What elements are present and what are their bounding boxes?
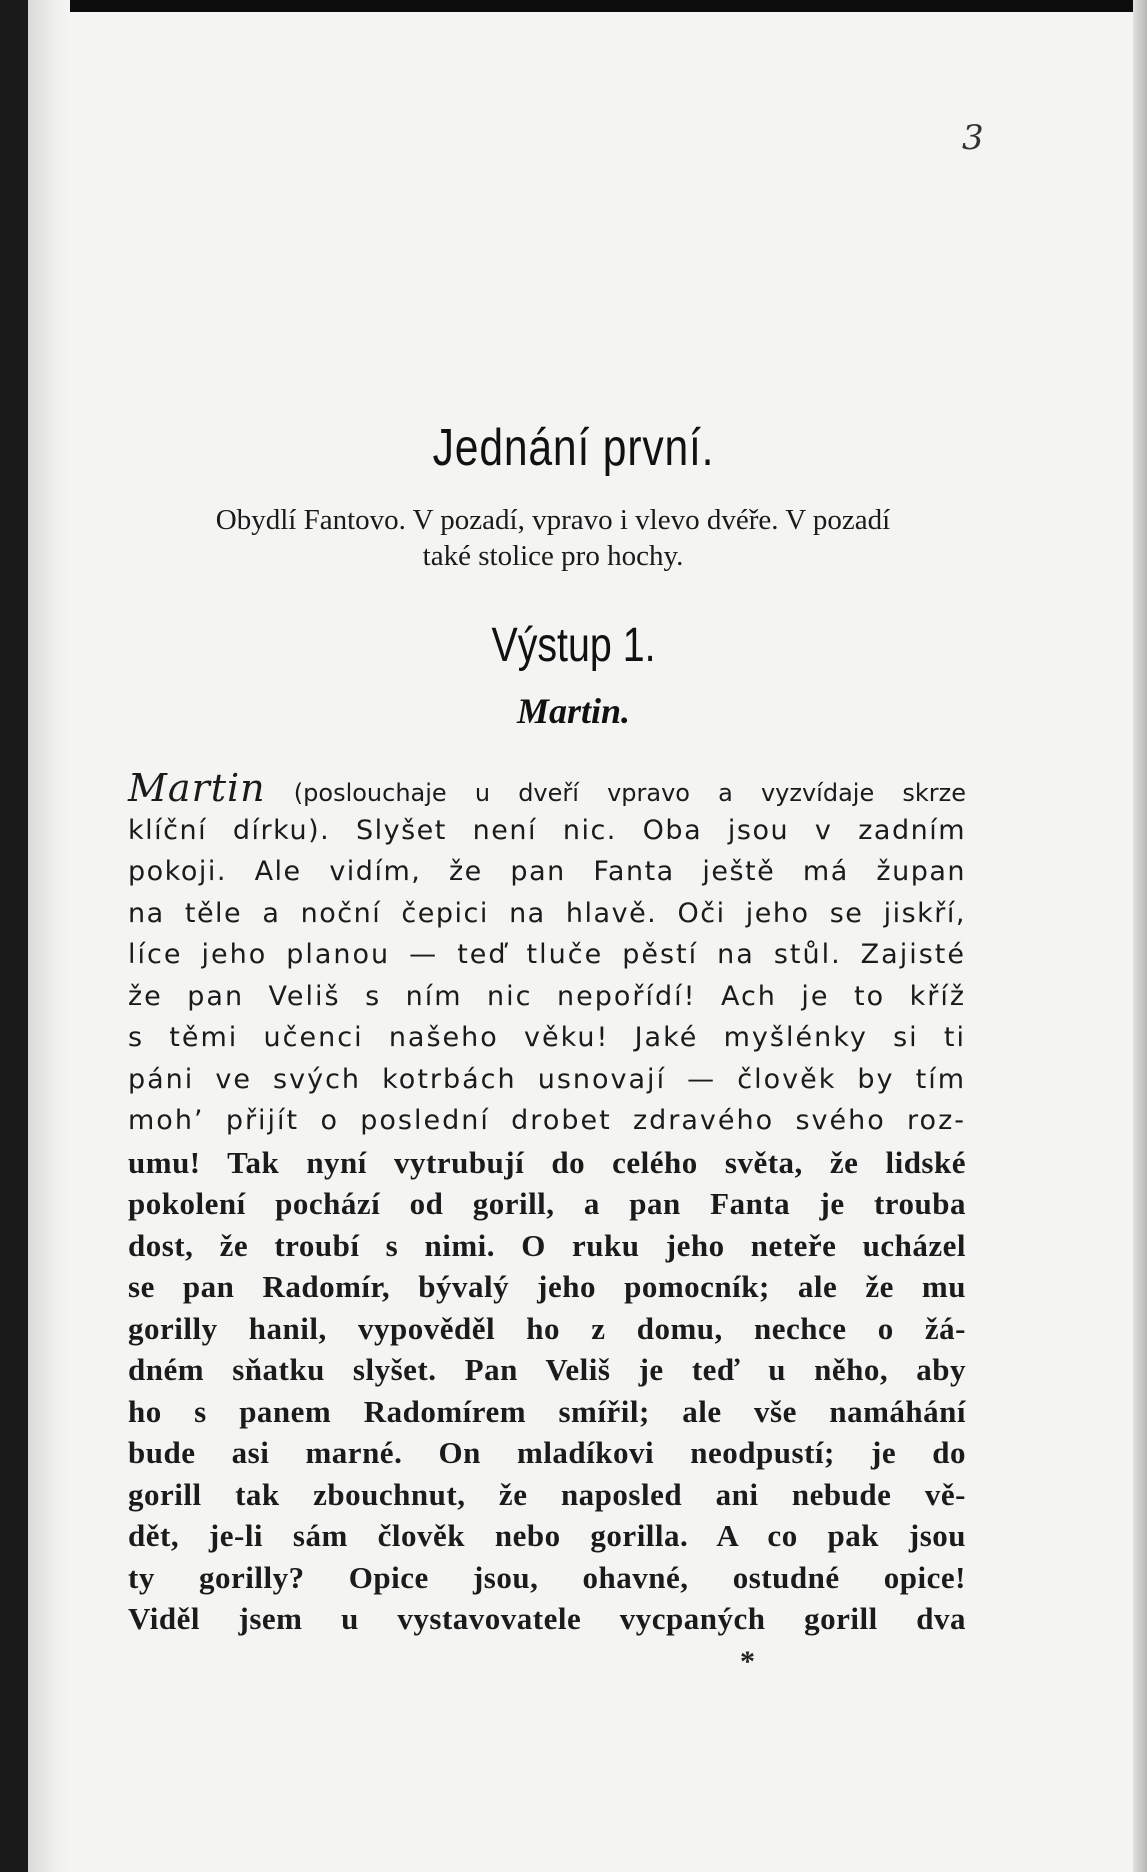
text-line: páni ve svých kotrbách usnovají — člověk by tím (128, 1063, 966, 1095)
text-line (128, 768, 966, 810)
speech-text (128, 768, 966, 1640)
text-line: pokoji. Ale vidím, že pan Fanta ještě má župan (128, 856, 966, 887)
stage-direction-line: také stolice pro hochy. (422, 540, 684, 572)
signature-mark: * (740, 1645, 755, 1678)
text-line: že pan Veliš s ním nic nepořídí! Ach je to kříž (128, 980, 966, 1012)
speaker-name: Martin (128, 766, 266, 810)
text-line: dost, že troubí s nimi. O ruku jeho neteře ucházel (128, 1227, 966, 1263)
scan-right-edge (1133, 0, 1147, 1872)
text-line: se pan Radomír, bývalý jeho pomocník; ale že mu (128, 1269, 966, 1304)
text-line: Viděl jsem u vystavovatele vycpaných gorill dva (128, 1601, 966, 1636)
text-line: bude asi marné. On mladíkovi neodpustí; je do (128, 1435, 966, 1470)
act-title: Jednání první. (432, 419, 715, 477)
stage-direction (128, 502, 978, 574)
scene-characters: Martin. (516, 691, 631, 731)
text-line: klíční dírku). Slyšet není nic. Oba jsou v zadním (128, 814, 966, 846)
text-line: pokolení pochází od gorill, a pan Fanta je trouba (128, 1186, 966, 1221)
page-fold-shadow (28, 0, 70, 1872)
scan-binding-edge (0, 0, 28, 1872)
text-line: dět, je-li sám člověk nebo gorilla. A co pak jsou (128, 1518, 966, 1553)
text-line: na těle a noční čepici na hlavě. Oči jeho se jiskří, (128, 897, 966, 929)
text-line: moh’ přijít o poslední drobet zdravého svého roz- (128, 1105, 966, 1136)
stage-direction-line: Obydlí Fantovo. V pozadí, vpravo i vlevo dvéře. V pozadí (215, 504, 891, 536)
text-line: líce jeho planou — teď tluče pěstí na stůl. Zajisté (128, 939, 966, 970)
scan-top-edge (0, 0, 1147, 12)
text-line: gorilly hanil, vypověděl ho z domu, nechce o žá- (128, 1310, 966, 1346)
stage-note: (poslouchaje u dveří vpravo a vyzvídaje skrze (293, 779, 966, 807)
text-line: gorill tak zbouchnut, že naposled ani nebude vě- (128, 1476, 966, 1512)
text-line: dném sňatku slyšet. Pan Veliš je teď u něho, aby (128, 1352, 966, 1387)
text-line: ty gorilly? Opice jsou, ohavné, ostudné opice! (128, 1559, 966, 1595)
text-line: ho s panem Radomírem smířil; ale vše namáhání (128, 1393, 966, 1429)
page-number: 3 (962, 118, 984, 158)
scene-title: Výstup 1. (491, 619, 656, 672)
text-line: s těmi učenci našeho věku! Jaké myšlénky si ti (128, 1022, 966, 1053)
text-line: umu! Tak nyní vytrubují do celého světa, že lidské (128, 1144, 966, 1180)
